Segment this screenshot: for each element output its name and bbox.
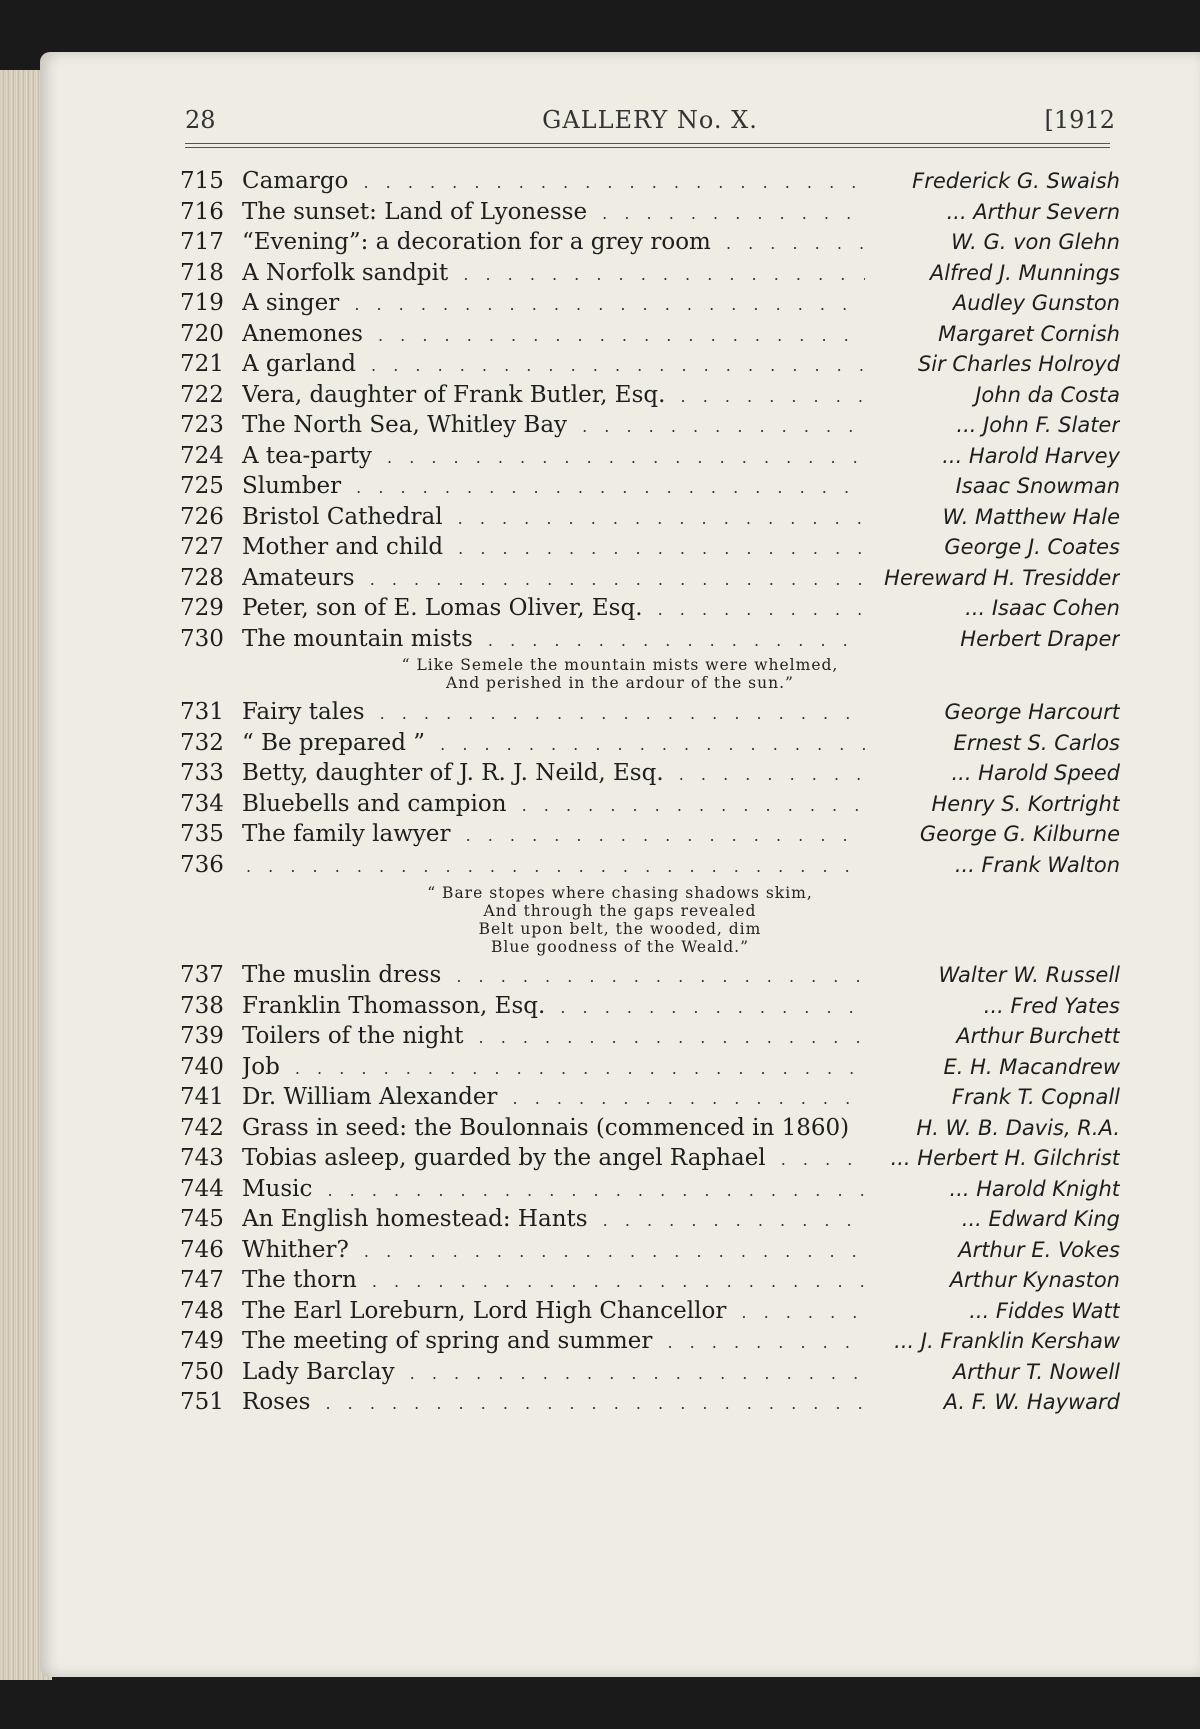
page-number: 28 [185, 106, 216, 134]
catalogue-entry [180, 258, 1120, 289]
entry-title: Vera, daughter of Frank Butler, Esq. [242, 382, 669, 408]
entry-artist: ... Harold Knight [949, 1176, 1120, 1201]
entry-number: 724 [180, 442, 224, 469]
entry-title-leader [242, 1387, 865, 1418]
entry-title-leader [242, 288, 865, 319]
catalogue-entry [180, 697, 1120, 728]
entry-title-leader [242, 1113, 865, 1144]
catalogue-entry [180, 1021, 1120, 1052]
entry-artist: ... Edward King [961, 1207, 1120, 1231]
entry-number: 735 [180, 821, 224, 847]
entry-artist: ... J. Franklin Kershaw [894, 1329, 1120, 1353]
entry-title-leader [242, 1204, 865, 1235]
entry-artist: H. W. B. Davis, R.A. [916, 1115, 1120, 1140]
entry-title-leader [242, 960, 865, 991]
entry-number: 723 [180, 412, 224, 438]
entry-artist: E. H. Macandrew [943, 1054, 1120, 1079]
entry-title-leader [242, 380, 865, 411]
catalogue-entry [180, 1113, 1120, 1144]
gallery-title: GALLERY No. X. [542, 106, 758, 134]
entry-number: 721 [180, 351, 224, 377]
entry-title: Slumber [242, 473, 345, 499]
entry-title: The family lawyer [242, 821, 454, 847]
entry-artist: W. Matthew Hale [942, 504, 1120, 529]
entry-title: Roses [242, 1389, 314, 1415]
entry-title-leader [242, 1296, 865, 1327]
entry-title-leader [242, 819, 865, 850]
entry-number: 733 [180, 760, 224, 786]
entry-number: 743 [180, 1145, 224, 1171]
catalogue-entry [180, 441, 1120, 472]
entry-number: 727 [180, 534, 224, 560]
entry-title: Bristol Cathedral [242, 504, 447, 530]
entry-artist: Arthur E. Vokes [958, 1237, 1120, 1262]
catalogue-entry [180, 991, 1120, 1022]
entry-number: 731 [180, 699, 224, 725]
year: [1912 [1044, 106, 1115, 134]
entry-title: Peter, son of E. Lomas Oliver, Esq. [242, 595, 647, 621]
entry-artist: Frank T. Copnall [951, 1085, 1120, 1109]
entry-title-leader [242, 624, 865, 655]
entry-artist: ... Isaac Cohen [965, 596, 1120, 620]
entry-title: Anemones [242, 321, 367, 347]
quote-730: “ Like Semele the mountain mists were whelmed, And perished in the ardour of the sun.” [401, 656, 839, 692]
entry-number: 737 [180, 962, 224, 988]
entry-title: Franklin Thomasson, Esq. [242, 993, 549, 1019]
entry-title: A Norfolk sandpit [242, 260, 452, 286]
entry-title: A garland [242, 351, 360, 377]
entry-title-leader [242, 789, 865, 820]
entry-number: 734 [180, 790, 224, 817]
entry-title: The sunset: Land of Lyonesse [242, 199, 591, 225]
catalogue-entry [180, 758, 1120, 789]
entry-title-leader [242, 532, 865, 563]
entry-number: 744 [180, 1175, 224, 1202]
catalogue-entry [180, 819, 1120, 850]
entry-title-leader [242, 593, 865, 624]
entry-title-leader [242, 1357, 865, 1388]
entry-title: The North Sea, Whitley Bay [242, 412, 571, 438]
entry-artist: ... John F. Slater [956, 413, 1120, 437]
entry-number: 719 [180, 290, 224, 316]
entry-title-leader [242, 1265, 865, 1296]
catalogue-entry [180, 1143, 1120, 1174]
catalogue-entry [180, 288, 1120, 319]
entry-artist: Arthur T. Nowell [952, 1359, 1120, 1384]
page-header [185, 106, 1115, 140]
catalogue-entry [180, 850, 1120, 881]
entry-title-leader [242, 502, 865, 533]
catalogue-entry [180, 197, 1120, 228]
catalogue-entry [180, 1387, 1120, 1418]
entry-title-leader [242, 166, 865, 197]
entry-title-leader [242, 1082, 865, 1113]
catalogue-entry [180, 624, 1120, 655]
entry-artist: ... Herbert H. Gilchrist [890, 1146, 1120, 1170]
entry-title: Mother and child [242, 534, 447, 560]
catalogue-entry [180, 1296, 1120, 1327]
entry-number: 747 [180, 1267, 224, 1293]
entry-artist: George G. Kilburne [919, 822, 1120, 846]
entry-title: The mountain mists [242, 626, 477, 652]
quote-736: “ Bare stopes where chasing shadows skim, And through the gaps revealed Belt upon belt, the wooded, dim Blue goodness of the Weald.” [427, 884, 813, 956]
entry-number: 730 [180, 625, 224, 652]
entry-title-leader [242, 1021, 865, 1052]
entry-number: 748 [180, 1297, 224, 1324]
catalogue-entry [180, 1235, 1120, 1266]
catalogue-entry [180, 728, 1120, 759]
entry-number: 729 [180, 595, 224, 621]
entry-title: Toilers of the night [242, 1023, 467, 1049]
entry-artist: ... Fred Yates [983, 993, 1120, 1018]
entry-title: A singer [242, 290, 343, 316]
entry-number: 732 [180, 729, 224, 756]
entry-number: 745 [180, 1206, 224, 1232]
entry-artist: Arthur Kynaston [949, 1268, 1120, 1292]
entry-artist: Sir Charles Holroyd [917, 352, 1120, 376]
entry-title: Lady Barclay [242, 1359, 399, 1385]
entry-title: “Evening”: a decoration for a grey room [242, 229, 715, 255]
catalogue-entry [180, 563, 1120, 594]
catalogue-entry [180, 1174, 1120, 1205]
header-rule-secondary [185, 147, 1110, 148]
entry-artist: Margaret Cornish [938, 321, 1120, 346]
catalogue-entry [180, 380, 1120, 411]
catalogue-entry [180, 1082, 1120, 1113]
entry-title-leader [242, 227, 865, 258]
entry-number: 750 [180, 1358, 224, 1385]
entry-number: 740 [180, 1053, 224, 1080]
entry-artist: Hereward H. Tresidder [884, 565, 1120, 590]
entry-title [242, 852, 246, 878]
entry-title-leader [242, 258, 865, 289]
entry-title-leader [242, 441, 865, 472]
entry-number: 728 [180, 564, 224, 591]
entry-title: Betty, daughter of J. R. J. Neild, Esq. [242, 760, 668, 786]
entry-title-leader [242, 197, 865, 228]
entry-artist: Alfred J. Munnings [929, 260, 1120, 285]
entry-title: Music [242, 1176, 316, 1202]
catalogue-entry [180, 502, 1120, 533]
entry-title: The Earl Loreburn, Lord High Chancellor [242, 1298, 730, 1324]
entry-title-leader [242, 1235, 865, 1266]
entries-group-c [180, 960, 1120, 1418]
entry-title: Fairy tales [242, 699, 369, 725]
entry-title: Camargo [242, 168, 352, 194]
entry-title-leader [242, 1052, 865, 1083]
catalogue-entry [180, 789, 1120, 820]
entry-title-leader [242, 728, 865, 759]
entry-title-leader [242, 410, 865, 441]
entry-title: Dr. William Alexander [242, 1084, 501, 1110]
entry-title-leader [242, 471, 865, 502]
catalogue-entry [180, 471, 1120, 502]
entry-title: “ Be prepared ” [242, 730, 429, 756]
catalogue-entry [180, 1265, 1120, 1296]
catalogue-entry [180, 166, 1120, 197]
header-rule [185, 143, 1110, 144]
entry-title-leader [242, 349, 865, 380]
entry-artist: Walter W. Russell [938, 963, 1120, 987]
entry-number: 739 [180, 1023, 224, 1049]
entry-artist: George Harcourt [944, 700, 1120, 724]
entry-title-leader [242, 1143, 865, 1174]
entry-title-leader [242, 319, 865, 350]
entry-number: 746 [180, 1236, 224, 1263]
entry-number: 716 [180, 198, 224, 225]
entry-artist: Henry S. Kortright [931, 791, 1120, 816]
entry-title: Tobias asleep, guarded by the angel Raphael [242, 1145, 770, 1171]
entry-title-leader [242, 850, 865, 881]
entry-title: Job [242, 1054, 284, 1080]
entry-number: 718 [180, 259, 224, 286]
entry-artist: ... Harold Harvey [942, 443, 1120, 468]
entry-number: 736 [180, 851, 224, 878]
entry-artist: Herbert Draper [960, 626, 1120, 651]
entry-number: 726 [180, 503, 224, 530]
catalogue-entry [180, 593, 1120, 624]
entry-artist: Audley Gunston [952, 291, 1120, 315]
entry-title: The muslin dress [242, 962, 445, 988]
catalogue-entry [180, 1204, 1120, 1235]
catalogue-entry [180, 319, 1120, 350]
entry-number: 751 [180, 1389, 224, 1415]
entry-number: 738 [180, 992, 224, 1019]
catalogue-list [180, 166, 1120, 1418]
entry-artist: Frederick G. Swaish [912, 169, 1120, 193]
entry-number: 725 [180, 473, 224, 499]
entry-artist: George J. Coates [944, 535, 1120, 559]
entries-group-b [180, 697, 1120, 880]
entry-title-leader [242, 1174, 865, 1205]
entry-artist: John da Costa [975, 382, 1120, 407]
entry-title-leader [242, 758, 865, 789]
entry-title-leader [242, 697, 865, 728]
catalogue-entry [180, 1326, 1120, 1357]
catalogue-entry [180, 349, 1120, 380]
entry-artist: ... Frank Walton [954, 852, 1120, 877]
entry-title: The thorn [242, 1267, 361, 1293]
entry-title: Grass in seed: the Boulonnais (commenced in 1860) [242, 1115, 853, 1141]
entry-number: 742 [180, 1114, 224, 1141]
entry-artist: A. F. W. Hayward [943, 1390, 1120, 1414]
entry-artist: ... Harold Speed [951, 761, 1120, 785]
entry-artist: ... Arthur Severn [946, 199, 1120, 224]
entry-title-leader [242, 563, 865, 594]
entry-number: 715 [180, 168, 224, 194]
entry-title: Whither? [242, 1237, 353, 1263]
entry-number: 749 [180, 1328, 224, 1354]
catalogue-entry [180, 532, 1120, 563]
entry-artist: Isaac Snowman [955, 474, 1120, 498]
entry-title: An English homestead: Hants [242, 1206, 592, 1232]
entry-number: 717 [180, 229, 224, 255]
entry-title: The meeting of spring and summer [242, 1328, 656, 1354]
entry-artist: Arthur Burchett [956, 1024, 1120, 1048]
entry-title-leader [242, 991, 865, 1022]
entry-artist: ... Fiddes Watt [969, 1298, 1120, 1323]
entries-group-a [180, 166, 1120, 654]
catalogue-entry [180, 1052, 1120, 1083]
entry-artist: Ernest S. Carlos [953, 730, 1120, 755]
catalogue-entry [180, 227, 1120, 258]
entry-title: A tea-party [242, 443, 376, 469]
catalogue-entry [180, 960, 1120, 991]
entry-artist: W. G. von Glehn [951, 230, 1120, 254]
entry-title-leader [242, 1326, 865, 1357]
entry-title: Amateurs [242, 565, 359, 591]
catalogue-entry [180, 410, 1120, 441]
entry-number: 741 [180, 1084, 224, 1110]
entry-number: 722 [180, 381, 224, 408]
catalogue-entry [180, 1357, 1120, 1388]
entry-number: 720 [180, 320, 224, 347]
entry-title: Bluebells and campion [242, 791, 511, 817]
